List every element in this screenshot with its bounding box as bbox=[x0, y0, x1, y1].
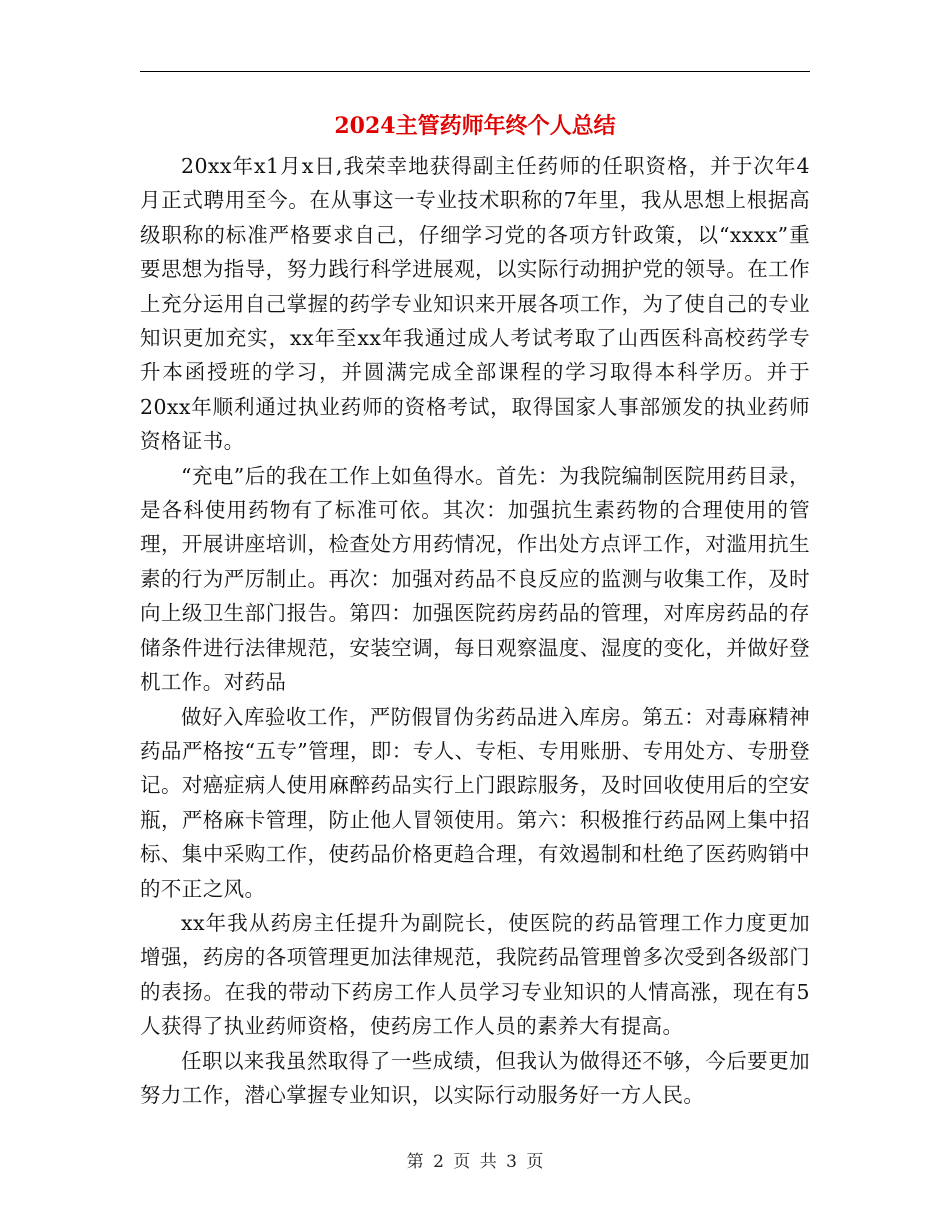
paragraph-2: “充电”后的我在工作上如鱼得水。首先：为我院编制医院用药目录，是各科使用药物有了标准可依。其次：加强抗生素药物的合理使用的管理，开展讲座培训，检查处方用药情况，作出处方点评工作，对滥用抗生素的行为严厉制止。再次：加强对药品不良反应的监测与收集工作，及时向上级卫生部门报告。第四：加强医院药房药品的管理，对库房药品的存储条件进行法律规范，安装空调，每日观察温度、湿度的变化，并做好登机工作。对药品 bbox=[140, 463, 810, 695]
document-title: 2024主管药师年终个人总结 bbox=[334, 113, 616, 139]
page-number-footer: 第 2 页 共 3 页 bbox=[406, 1152, 544, 1172]
paragraph-4: xx年我从药房主任提升为副院长，使医院的药品管理工作力度更加增强，药房的各项管理更加法律规范，我院药品管理曾多次受到各级部门的表扬。在我的带动下药房工作人员学习专业知识的人情高涨，现在有5人获得了执业药师资格，使药房工作人员的素养大有提高。 bbox=[140, 910, 810, 1039]
paragraph-5: 任职以来我虽然取得了一些成绩，但我认为做得还不够，今后要更加努力工作，潜心掌握专业知识，以实际行动服务好一方人民。 bbox=[140, 1048, 810, 1107]
header-rule bbox=[140, 71, 810, 72]
document-body bbox=[140, 149, 810, 1112]
paragraph-1: 20xx年x1月x日,我荣幸地获得副主任药师的任职资格，并于次年4月正式聘用至今。在从事这一专业技术职称的7年里，我从思想上根据高级职称的标准严格要求自己，仔细学习党的各项方针政策，以“xxxx”重要思想为指导，努力践行科学进展观，以实际行动拥护党的领导。在工作上充分运用自己掌握的药学专业知识来开展各项工作，为了使自己的专业知识更加充实，xx年至xx年我通过成人考试考取了山西医科高校药学专升本函授班的学习，并圆满完成全部课程的学习取得本科学历。并于20xx年顺利通过执业药师的资格考试，取得国家人事部颁发的执业药师资格证书。 bbox=[140, 154, 810, 454]
paragraph-3: 做好入库验收工作，严防假冒伪劣药品进入库房。第五：对毒麻精神药品严格按“五专”管理，即：专人、专柜、专用账册、专用处方、专册登记。对癌症病人使用麻醉药品实行上门跟踪服务，及时回收使用后的空安瓶，严格麻卡管理，防止他人冒领使用。第六：积极推行药品网上集中招标、集中采购工作，使药品价格更趋合理，有效遏制和杜绝了医药购销中的不正之风。 bbox=[140, 704, 810, 901]
